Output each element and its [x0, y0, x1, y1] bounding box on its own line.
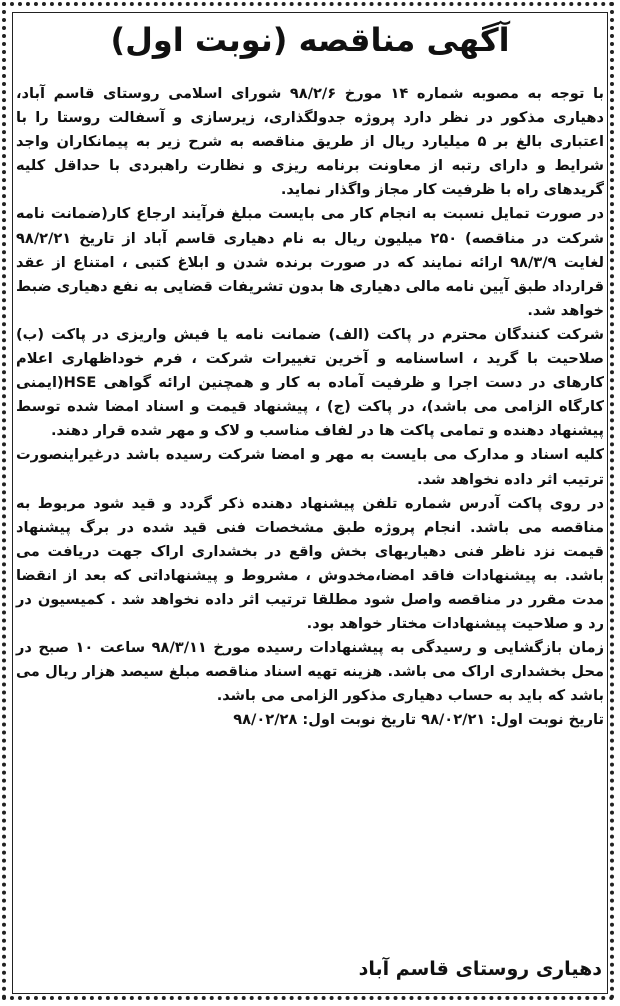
- paragraph-opening: زمان بازگشایی و رسیدگی به پیشنهادات رسیده مورخ ۹۸/۳/۱۱ ساعت ۱۰ صبح در محل بخشداری اراک می باشد. هزینه تهیه اسناد مناقصه مبلغ سیصد هزار ریال می باشد که باید به حساب دهیاری مذکور الزامی می باشد.: [16, 639, 604, 705]
- notice-body: [16, 82, 604, 733]
- paragraph-envelopes: شرکت کنندگان محترم در پاکت (الف) ضمانت نامه یا فیش واریزی در پاکت (ب) صلاحیت با گرید ، اساسنامه و آخرین تغییرات شرکت ، فرم خوداظهاری اعلام کارهای در دست اجرا و ظرفیت آماده به کار و همچنین ارائه گواهی HSE(ایمنی کارگاه الزامی می باشد)، در پاکت (ج) ، پیشنهاد قیمت و اسناد امضا شده توسط پیشنهاد دهنده و تمامی پاکت ها در لفاف مناسب و لاک و مهر شده قرار دهند.: [16, 325, 604, 440]
- notice-title: آگهی مناقصه (نوبت اول): [110, 21, 510, 59]
- title-container: [0, 14, 620, 66]
- paragraph-documents: کلیه اسناد و مدارک می بایست به مهر و امضا شرکت رسیده باشد درغیراینصورت ترتیب اثر داده نخواهد شد.: [16, 446, 604, 488]
- signature: دهیاری روستای قاسم آباد: [358, 958, 602, 980]
- paragraph-dates: تاریخ نوبت اول: ۹۸/۰۲/۲۱ تاریخ نوبت اول: ۹۸/۰۲/۲۸: [233, 711, 604, 729]
- paragraph-intro: با توجه به مصوبه شماره ۱۴ مورخ ۹۸/۲/۶ شورای اسلامی روستای قاسم آباد، دهیاری مذکور در نظر دارد پروژه جدولگذاری، زیرسازی و آسفالت روستا را با اعتباری بالغ بر ۵ میلیارد ریال از طریق مناقصه به شرح زیر به پیمانکاران واجد شرایط و دارای رتبه از معاونت برنامه ریزی و نظارت راهبردی با حداقل کلیه گریدهای راه با ظرفیت کار مجاز واگذار نماید.: [16, 85, 605, 199]
- paragraph-guarantee: در صورت تمایل نسبت به انجام کار می بایست مبلغ فرآیند ارجاع کار(ضمانت نامه شرکت در مناقصه) ۲۵۰ میلیون ریال به نام دهیاری قاسم آباد از تاریخ ۹۸/۲/۲۱ لغایت ۹۸/۳/۹ ارائه نمایند که در صورت برنده شدن و ابلاغ کتبی ، امتناع از عقد قرارداد طبق آیین نامه مالی دهیاری ها بدون تشریفات قضایی به نفع دهیاری ضبط خواهد شد.: [16, 205, 604, 319]
- paragraph-envelope-address: در روی پاکت آدرس شماره تلفن پیشنهاد دهنده ذکر گردد و قید شود مربوط به مناقصه می باشد. انجام پروژه طبق مشخصات فنی قید شده در برگ پیشنهاد قیمت نزد ناظر فنی دهیاریهای بخش واقع در بخشداری اراک جهت دریافت می باشد. به پیشنهادات فاقد امضا،مخدوش ، مشروط و پیشنهاداتی که بعد از انقضا مدت مقرر در مناقصه واصل شود مطلقا ترتیب اثر داده نخواهد شد . کمیسیون در رد و صلاحیت پیشنهادات مختار خواهد بود.: [16, 494, 604, 633]
